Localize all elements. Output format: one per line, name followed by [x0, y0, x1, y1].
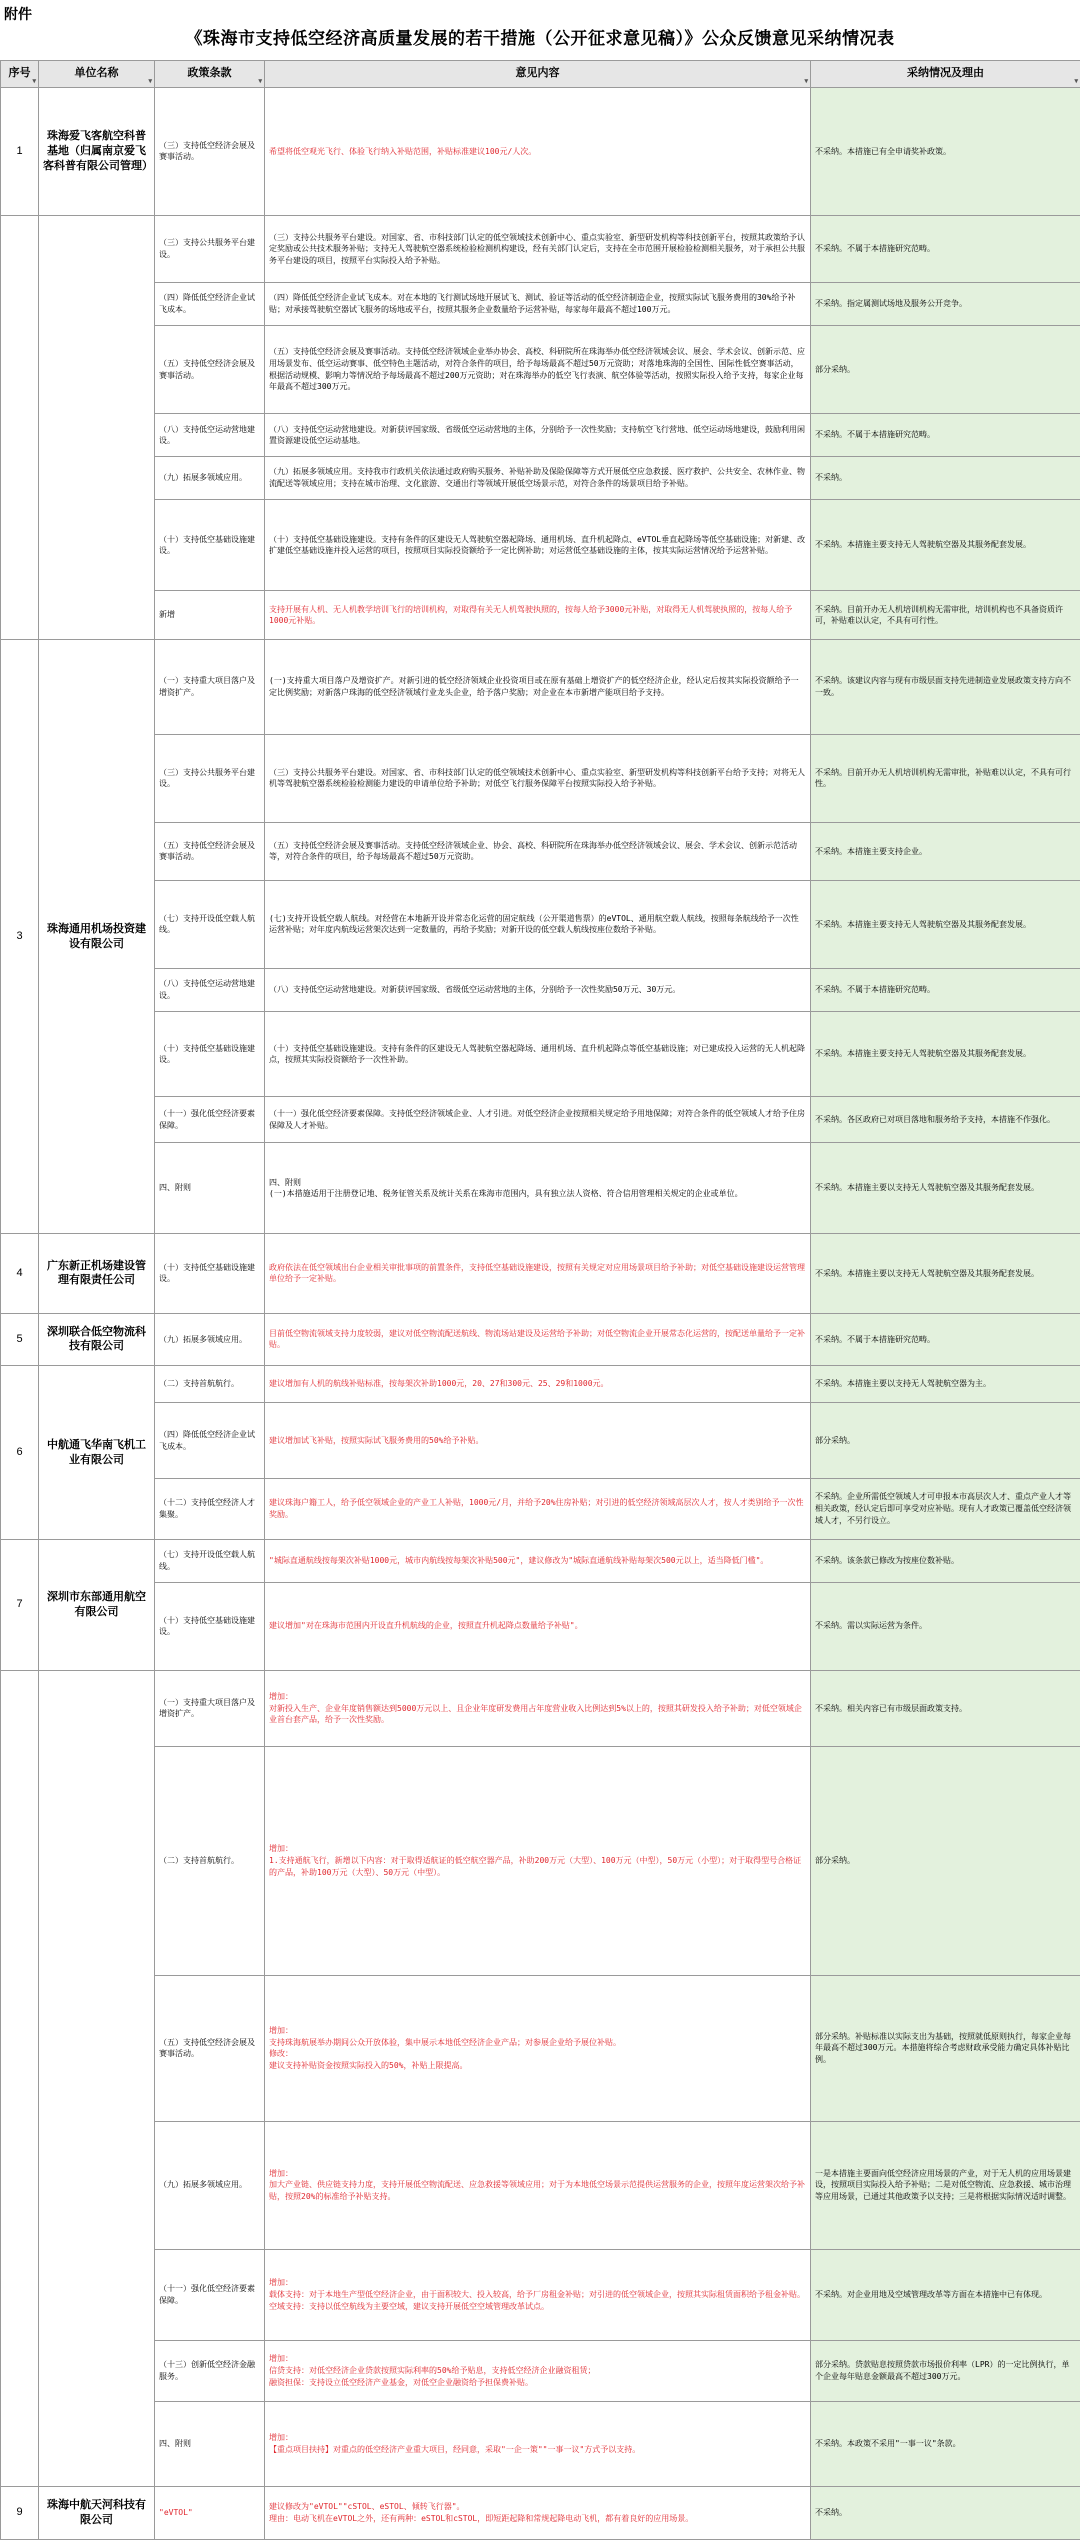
policy-cell[interactable]: （十）支持低空基础设施建设。	[155, 1582, 265, 1670]
table-row	[1, 282, 1080, 325]
adoption-cell[interactable]: 不采纳。企业所需低空领域人才可申报本市高层次人才、重点产业人才等相关政策，经认定后即可享受对应补贴。现有人才政策已覆盖低空经济领域人才，不另行设立。	[811, 1479, 1080, 1540]
table-row	[1, 1975, 1080, 2121]
table-row	[1, 1366, 1080, 1403]
table-row	[1, 822, 1080, 880]
opinion-cell[interactable]: "城际直通航线按每架次补贴1000元，城市内航线按每架次补贴500元"，建议修改为"城际直通航线补贴每架次500元以上，适当降低门槛"。	[265, 1539, 811, 1582]
policy-cell[interactable]: （三）支持公共服务平台建设。	[155, 215, 265, 282]
table-row	[1, 880, 1080, 968]
adoption-cell[interactable]: 不采纳。本措施主要支持无人驾驶航空器及其服务配套发展。	[811, 880, 1080, 968]
seq-cell[interactable]: 3	[1, 640, 39, 1234]
policy-cell[interactable]: 四、附则	[155, 2401, 265, 2486]
unit-name-cell[interactable]: 深圳联合低空物流科技有限公司	[39, 1313, 155, 1366]
policy-cell[interactable]: （十）支持低空基础设施建设。	[155, 1234, 265, 1313]
adoption-cell[interactable]: 不采纳。本措施主要支持无人驾驶航空器及其服务配套发展。	[811, 1012, 1080, 1097]
policy-cell[interactable]: "eVTOL"	[155, 2486, 265, 2539]
policy-cell[interactable]: （十）支持低空基础设施建设。	[155, 500, 265, 591]
table-row	[1, 2121, 1080, 2249]
seq-cell[interactable]: 5	[1, 1313, 39, 1366]
unit-name-cell[interactable]	[39, 1670, 155, 2486]
adoption-cell[interactable]: 不采纳。不属于本措施研究范畴。	[811, 215, 1080, 282]
policy-cell[interactable]: （五）支持低空经济会展及赛事活动。	[155, 325, 265, 413]
feedback-table	[0, 60, 1080, 2540]
table-row	[1, 2486, 1080, 2539]
policy-cell[interactable]: （九）拓展多领域应用。	[155, 2121, 265, 2249]
policy-cell[interactable]: （五）支持低空经济会展及赛事活动。	[155, 822, 265, 880]
policy-cell[interactable]: （五）支持低空经济会展及赛事活动。	[155, 1975, 265, 2121]
opinion-cell[interactable]: （十）支持低空基础设施建设。支持有条件的区建设无人驾驶航空器起降场、通用机场、直升机起降点、eVTOL垂直起降场等低空基础设施；对新建、改扩建低空基础设施并投入运营的项目，按照项目实际投资额给予一定比例补助；对运营低空基础设施的主体，按其实际运营情况给予运营补贴。	[265, 500, 811, 591]
adoption-cell[interactable]: 部分采纳。	[811, 325, 1080, 413]
opinion-cell[interactable]: 增加： 对新投入生产、企业年度销售额达到5000万元以上、且企业年度研发费用占年度营业收入比例达到5%以上的，按照其研发投入给予补助；对低空领域企业首台套产品，给予一次性奖励。	[265, 1670, 811, 1746]
adoption-cell[interactable]: 不采纳。本措施主要支持无人驾驶航空器及其服务配套发展。	[811, 500, 1080, 591]
seq-cell[interactable]	[1, 215, 39, 639]
adoption-cell[interactable]: 不采纳。	[811, 2486, 1080, 2539]
policy-cell[interactable]: （八）支持低空运动营地建设。	[155, 969, 265, 1012]
unit-name-cell[interactable]: 珠海中航天河科技有限公司	[39, 2486, 155, 2539]
table-row	[1, 1582, 1080, 1670]
seq-cell[interactable]: 7	[1, 1539, 39, 1670]
opinion-cell[interactable]: 建议增加"对在珠海市范围内开设直升机航线的企业，按照直升机起降点数量给予补贴"。	[265, 1582, 811, 1670]
seq-cell[interactable]: 4	[1, 1234, 39, 1313]
opinion-cell[interactable]: 增加： 【重点项目扶持】对重点的低空经济产业重大项目，经同意，采取"一企一策""一事一议"方式予以支持。	[265, 2401, 811, 2486]
table-row	[1, 1539, 1080, 1582]
policy-cell[interactable]: （三）支持公共服务平台建设。	[155, 734, 265, 822]
table-row	[1, 1143, 1080, 1234]
adoption-cell[interactable]: 不采纳。本措施主要支持企业。	[811, 822, 1080, 880]
table-row	[1, 1097, 1080, 1143]
document-title: 《珠海市支持低空经济高质量发展的若干措施（公开征求意见稿）》公众反馈意见采纳情况表	[185, 29, 895, 49]
table-row	[1, 1234, 1080, 1313]
table-row	[1, 1479, 1080, 1540]
policy-cell[interactable]: （四）降低低空经济企业试飞成本。	[155, 282, 265, 325]
adoption-cell[interactable]: 不采纳。需以实际运营为条件。	[811, 1582, 1080, 1670]
adoption-cell[interactable]: 部分采纳。补贴标准以实际支出为基础，按照就低原则执行，每家企业每年最高不超过300万元。本措施将综合考虑财政承受能力确定具体补贴比例。	[811, 1975, 1080, 2121]
adoption-cell[interactable]: 部分采纳。贷款贴息按照贷款市场报价利率（LPR）的一定比例执行，单个企业每年贴息金额最高不超过300万元。	[811, 2341, 1080, 2402]
header-seq[interactable]: 序号 ▾	[1, 61, 39, 88]
policy-cell[interactable]: 四、附则	[155, 1143, 265, 1234]
opinion-cell[interactable]: (七)支持开设低空载人航线。对经营在本地新开设并常态化运营的固定航线（公开渠道售票）的eVTOL、通用航空载人航线，按照每条航线给予一次性运营补贴；对年度内航线运营架次达到一定数量的，再给予奖励；对新开设的低空载人航线按座位数给予补贴。	[265, 880, 811, 968]
opinion-cell[interactable]: （八）支持低空运动营地建设。对新获评国家级、省级低空运动营地的主体，分别给予一次性奖励；支持航空飞行营地、低空运动场地建设，鼓励利用闲置资源建设低空运动基地。	[265, 414, 811, 457]
adoption-cell[interactable]: 不采纳。	[811, 457, 1080, 500]
policy-cell[interactable]: （十二）支持低空经济人才集聚。	[155, 1479, 265, 1540]
adoption-cell[interactable]: 不采纳。对企业用地及空域管理改革等方面在本措施中已有体现。	[811, 2249, 1080, 2340]
table-row	[1, 1012, 1080, 1097]
table-row	[1, 1313, 1080, 1366]
policy-cell[interactable]: （八）支持低空运动营地建设。	[155, 414, 265, 457]
table-row	[1, 591, 1080, 640]
adoption-cell[interactable]: 不采纳。本措施主要以支持无人驾驶航空器为主。	[811, 1366, 1080, 1403]
adoption-cell[interactable]: 不采纳。该建议内容与现有市级层面支持先进制造业发展政策支持方向不一致。	[811, 640, 1080, 734]
table-body	[1, 88, 1080, 2540]
opinion-cell[interactable]: 政府依法在低空领域出台企业相关审批事项的前置条件，支持低空基础设施建设，按照有关规定对应用场景项目给予补助；对低空基础设施建设运营管理单位给予一定补贴。	[265, 1234, 811, 1313]
table-row	[1, 1670, 1080, 1746]
adoption-cell[interactable]: 不采纳。各区政府已对项目落地和服务给予支持，本措施不作强化。	[811, 1097, 1080, 1143]
unit-name-cell[interactable]: 深圳市东部通用航空有限公司	[39, 1539, 155, 1670]
adoption-cell[interactable]: 部分采纳。	[811, 1402, 1080, 1478]
opinion-cell[interactable]: （十）支持低空基础设施建设。支持有条件的区建设无人驾驶航空器起降场、通用机场、直升机起降点等低空基础设施；对已建成投入运营的无人机起降点，按照其实际投资额给予一次性补助。	[265, 1012, 811, 1097]
policy-cell[interactable]: （九）拓展多领域应用。	[155, 457, 265, 500]
opinion-cell[interactable]: 希望将低空观光飞行、体验飞行纳入补贴范围，补贴标准建议100元/人次。	[265, 88, 811, 216]
table-row	[1, 1747, 1080, 1975]
policy-cell[interactable]: （十一）强化低空经济要素保障。	[155, 2249, 265, 2340]
header-policy[interactable]: 政策条款 ▾	[155, 61, 265, 88]
policy-cell[interactable]: （十一）强化低空经济要素保障。	[155, 1097, 265, 1143]
opinion-cell[interactable]: 增加： 支持珠海航展举办期间公众开放体验，集中展示本地低空经济企业产品；对参展企业给予展位补贴。 修改： 建议支持补贴资金按照实际投入的50%，补贴上限提高。	[265, 1975, 811, 2121]
table-row	[1, 1402, 1080, 1478]
header-opinion[interactable]: 意见内容 ▾	[265, 61, 811, 88]
unit-name-cell[interactable]: 广东新正机场建设管理有限责任公司	[39, 1234, 155, 1313]
unit-name-cell[interactable]	[39, 215, 155, 639]
filter-arrow-icon: ▾	[258, 77, 262, 85]
adoption-cell[interactable]: 不采纳。目前开办无人机培训机构无需审批，补贴难以认定，不具有可行性。	[811, 734, 1080, 822]
policy-cell[interactable]: （九）拓展多领域应用。	[155, 1313, 265, 1366]
adoption-cell[interactable]: 不采纳。该条款已修改为按座位数补贴。	[811, 1539, 1080, 1582]
table-row	[1, 414, 1080, 457]
opinion-cell[interactable]: （十一）强化低空经济要素保障。支持低空经济领域企业、人才引进。对低空经济企业按照相关规定给予用地保障；对符合条件的低空领域人才给予住房保障及人才补贴。	[265, 1097, 811, 1143]
table-row	[1, 500, 1080, 591]
adoption-cell[interactable]: 不采纳。不属于本措施研究范畴。	[811, 1313, 1080, 1366]
table-header-row	[1, 61, 1080, 88]
adoption-cell[interactable]: 部分采纳。	[811, 1747, 1080, 1975]
policy-cell[interactable]: 新增	[155, 591, 265, 640]
attachment-label: 附件	[4, 7, 32, 23]
table-row	[1, 215, 1080, 282]
opinion-cell[interactable]: 增加： 1.支持通航飞行，新增以下内容：对于取得适航证的低空航空器产品，补助200万元（大型）、100万元（中型），50万元（小型）；对于取得型号合格证的产品，补助100万元（大型）、50万元（中型）。	[265, 1747, 811, 1975]
filter-arrow-icon: ▾	[1074, 77, 1078, 85]
table-row	[1, 325, 1080, 413]
table-row	[1, 2401, 1080, 2486]
opinion-cell[interactable]: 增加： 载体支持：对于本地生产型低空经济企业，由于面积较大、投入较高，给予厂房租金补贴；对引进的低空领域企业，按照其实际租赁面积给予租金补贴。 空域支持：支持以低空航线为主要空域，建议支持开展低空空域管理改革试点。	[265, 2249, 811, 2340]
header-unit[interactable]: 单位名称 ▾	[39, 61, 155, 88]
unit-name-cell[interactable]: 中航通飞华南飞机工业有限公司	[39, 1366, 155, 1539]
table-row	[1, 2249, 1080, 2340]
opinion-cell[interactable]: 增加： 加大产业链、供应链支持力度，支持开展低空物流配送、应急救援等领域应用；对于为本地低空场景示范提供运营服务的企业，按照年度运营架次给予补贴，按照20%的标准给予补贴支持。	[265, 2121, 811, 2249]
opinion-cell[interactable]: （五）支持低空经济会展及赛事活动。支持低空经济领域企业、协会、高校、科研院所在珠海举办低空经济领域会议、展会、学术会议、创新示范活动等，对符合条件的项目，给予每场最高不超过50万元资助。	[265, 822, 811, 880]
adoption-cell[interactable]: 不采纳。本措施主要以支持无人驾驶航空器及其服务配套发展。	[811, 1234, 1080, 1313]
policy-cell[interactable]: （二）支持首航航行。	[155, 1747, 265, 1975]
adoption-cell[interactable]: 一是本措施主要面向低空经济应用场景的产业，对于无人机的应用场景建设，按照项目实际投入给予补贴；二是对低空物流、应急救援、城市治理等应用场景，已通过其他政策予以支持；三是将根据实际情况适时调整。	[811, 2121, 1080, 2249]
opinion-cell[interactable]: （三）支持公共服务平台建设。对国家、省、市科技部门认定的低空领域技术创新中心、重点实验室、新型研发机构等科技创新平台，按照其政策给予认定奖励或公共技术服务补贴；支持无人驾驶航空器系统检验检测机构建设，经有关部门认定后，支持在全市范围开展检验检测相关服务，对于承担公共服务平台建设的项目，按照平台实际投入给予补贴。	[265, 215, 811, 282]
opinion-cell[interactable]: （三）支持公共服务平台建设。对国家、省、市科技部门认定的低空领域技术创新中心、重点实验室、新型研发机构等科技创新平台给予支持；对将无人机等驾驶航空器系统检验检测能力建设的申请单位给予补助；对低空飞行服务保障平台按照实际投入给予补贴。	[265, 734, 811, 822]
table-row	[1, 2341, 1080, 2402]
table-row	[1, 969, 1080, 1012]
seq-cell[interactable]: 9	[1, 2486, 39, 2539]
filter-arrow-icon: ▾	[148, 77, 152, 85]
adoption-cell[interactable]: 不采纳。不属于本措施研究范畴。	[811, 969, 1080, 1012]
table-row	[1, 734, 1080, 822]
policy-cell[interactable]: （七）支持开设低空载人航线。	[155, 1539, 265, 1582]
policy-cell[interactable]: （七）支持开设低空载人航线。	[155, 880, 265, 968]
policy-cell[interactable]: （十）支持低空基础设施建设。	[155, 1012, 265, 1097]
opinion-cell[interactable]: （五）支持低空经济会展及赛事活动。支持低空经济领域企业举办协会、高校、科研院所在珠海举办低空经济领域会议、展会、学术会议、创新示范、应用场景发布、低空运动赛事、低空特色主题活动，对符合条件的项目，给予每场最高不超过50万元资助；对落地珠海的全国性、国际性低空赛事活动，根据活动规模、影响力等情况给予每场最高不超过200万元资助；对在珠海举办的低空飞行表演、航空体验等活动，按照实际投入给予支持，每家企业每年最高不超过300万元。	[265, 325, 811, 413]
adoption-cell[interactable]: 不采纳。相关内容已有市级层面政策支持。	[811, 1670, 1080, 1746]
opinion-cell[interactable]: 建议增加有人机的航线补贴标准，按每架次补助1000元，20、27和300元、25、29和1000元。	[265, 1366, 811, 1403]
policy-cell[interactable]: （一）支持重大项目落户及增资扩产。	[155, 1670, 265, 1746]
opinion-cell[interactable]: 支持开展有人机、无人机教学培训飞行的培训机构，对取得有关无人机驾驶执照的，按每人给予3000元补贴，对取得无人机驾驶执照的，按每人给予1000元补贴。	[265, 591, 811, 640]
policy-cell[interactable]: （十三）创新低空经济金融服务。	[155, 2341, 265, 2402]
policy-cell[interactable]: （三）支持低空经济会展及赛事活动。	[155, 88, 265, 216]
unit-name-cell[interactable]: 珠海爱飞客航空科普基地（归属南京爱飞客科普有限公司管理）	[39, 88, 155, 216]
seq-cell[interactable]: 1	[1, 88, 39, 216]
seq-cell[interactable]	[1, 1670, 39, 2486]
filter-arrow-icon: ▾	[32, 77, 36, 85]
policy-cell[interactable]: （二）支持首航航行。	[155, 1366, 265, 1403]
header-adopt[interactable]: 采纳情况及理由 ▾	[811, 61, 1080, 88]
adoption-cell[interactable]: 不采纳。本措施已有全申请奖补政策。	[811, 88, 1080, 216]
opinion-cell[interactable]: 四、附则 (一)本措施适用于注册登记地、税务征管关系及统计关系在珠海市范围内，具有独立法人资格、符合信用管理相关规定的企业或单位。	[265, 1143, 811, 1234]
policy-cell[interactable]: （四）降低低空经济企业试飞成本。	[155, 1402, 265, 1478]
adoption-cell[interactable]: 不采纳。本政策不采用"一事一议"条款。	[811, 2401, 1080, 2486]
opinion-cell[interactable]: （八）支持低空运动营地建设。对新获评国家级、省级低空运动营地的主体，分别给予一次性奖励50万元、30万元。	[265, 969, 811, 1012]
adoption-cell[interactable]: 不采纳。目前开办无人机培训机构无需审批，培训机构也不具备资质许可，补贴难以认定，不具有可行性。	[811, 591, 1080, 640]
table-row	[1, 88, 1080, 216]
adoption-cell[interactable]: 不采纳。不属于本措施研究范畴。	[811, 414, 1080, 457]
opinion-cell[interactable]: 目前低空物流领域支持力度较弱，建议对低空物流配送航线、物流场站建设及运营给予补助；对低空物流企业开展常态化运营的，按配送单量给予一定补贴。	[265, 1313, 811, 1366]
table-row	[1, 457, 1080, 500]
opinion-cell[interactable]: (一)支持重大项目落户及增资扩产。对新引进的低空经济领域企业投资项目或在原有基础上增资扩产的低空经济企业，经认定后按其实际投资额给予一定比例奖励；对新落户珠海的低空经济领域行业龙头企业，给予落户奖励；对企业在本市新增产能项目给予支持。	[265, 640, 811, 734]
opinion-cell[interactable]: （四）降低低空经济企业试飞成本。对在本地的飞行测试场地开展试飞、测试、验证等活动的低空经济制造企业，按照实际试飞服务费用的30%给予补贴；对承接驾驶航空器试飞服务的场地或平台，按照其服务企业数量给予运营补贴，每家每年最高不超过100万元。	[265, 282, 811, 325]
opinion-cell[interactable]: 建议珠海户籍工人，给予低空领域企业的产业工人补贴，1000元/月，并给予20%住房补贴；对引进的低空经济领域高层次人才，按人才类别给予一次性奖励。	[265, 1479, 811, 1540]
opinion-cell[interactable]: 建议修改为"eVTOL""cSTOL、eSTOL、倾转飞行器"。 理由：电动飞机在eVTOL之外，还有两种：eSTOL和cSTOL，即短距起降和常规起降电动飞机，都有着良好的应用场景。	[265, 2486, 811, 2539]
opinion-cell[interactable]: 建议增加试飞补贴，按照实际试飞服务费用的50%给予补贴。	[265, 1402, 811, 1478]
adoption-cell[interactable]: 不采纳。指定属测试场地及服务公开竞争。	[811, 282, 1080, 325]
adoption-cell[interactable]: 不采纳。本措施主要以支持无人驾驶航空器及其服务配套发展。	[811, 1143, 1080, 1234]
seq-cell[interactable]: 6	[1, 1366, 39, 1539]
filter-arrow-icon: ▾	[804, 77, 808, 85]
opinion-cell[interactable]: 增加： 信贷支持：对低空经济企业贷款按照实际利率的50%给予贴息，支持低空经济企业融资租赁； 融资担保：支持设立低空经济产业基金，对低空企业融资给予担保费补贴。	[265, 2341, 811, 2402]
table-row	[1, 640, 1080, 734]
unit-name-cell[interactable]: 珠海通用机场投资建设有限公司	[39, 640, 155, 1234]
opinion-cell[interactable]: （九）拓展多领域应用。支持我市行政机关依法通过政府购买服务、补贴补助及保险保障等方式开展低空应急救援、医疗救护、公共安全、农林作业、物流配送等领域应用；支持在城市治理、文化旅游、交通出行等领域开展低空场景示范，对符合条件的场景项目给予补贴。	[265, 457, 811, 500]
policy-cell[interactable]: （一）支持重大项目落户及增资扩产。	[155, 640, 265, 734]
